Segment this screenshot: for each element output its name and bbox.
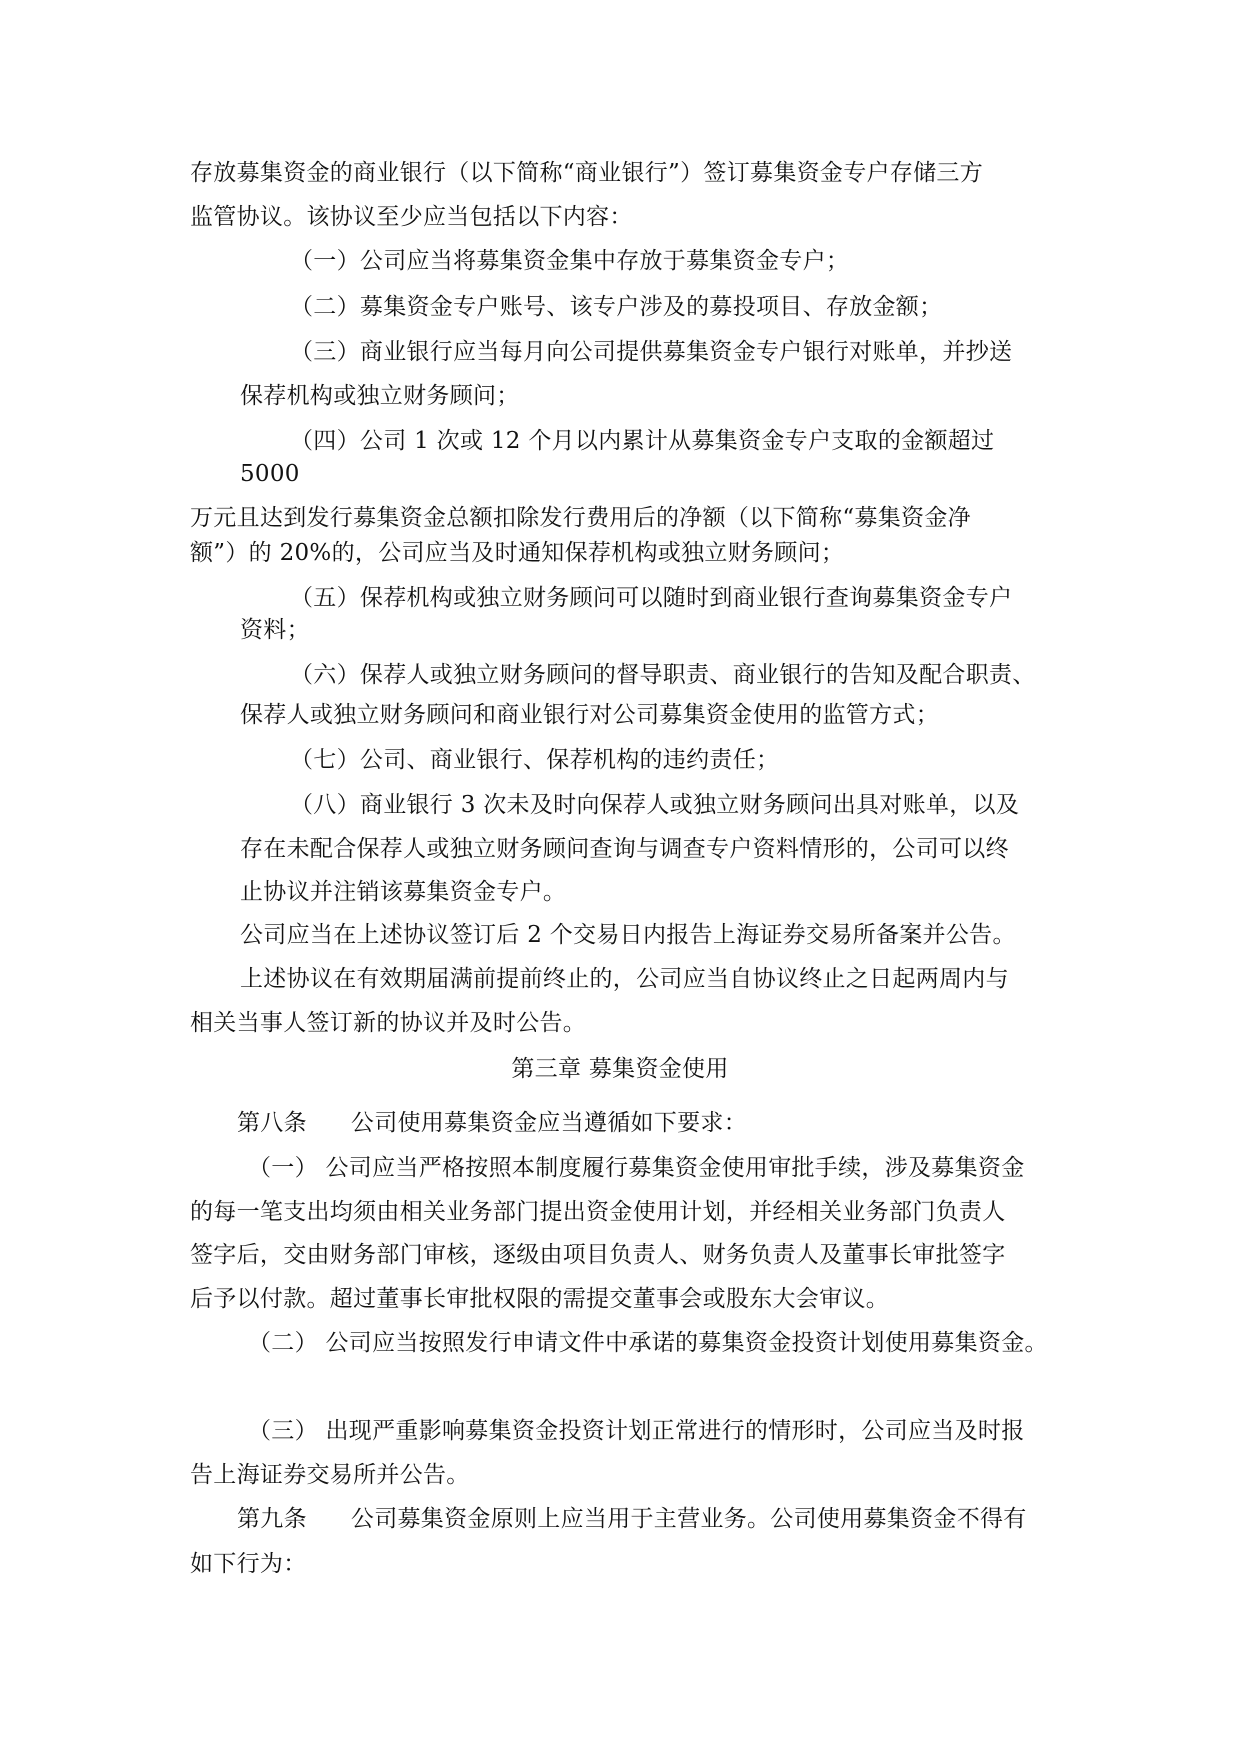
paragraph-line: 额”）的 20%的，公司应当及时通知保荐机构或独立财务顾问；: [190, 540, 845, 566]
list-item: （一）公司应当将募集资金集中存放于募集资金专户；: [290, 248, 850, 274]
chapter-title: 第三章 募集资金使用: [511, 1056, 729, 1082]
paragraph-line: 相关当事人签订新的协议并及时公告。: [190, 1010, 587, 1036]
list-item: （二） 公司应当按照发行申请文件中承诺的募集资金投资计划使用募集资金。: [248, 1330, 1048, 1356]
list-item-continuation: 保荐机构或独立财务顾问；: [240, 383, 520, 409]
article-number: 第八条: [237, 1110, 307, 1136]
article-number: 第九条: [237, 1506, 307, 1532]
paragraph-line: 监管协议。该协议至少应当包括以下内容：: [190, 204, 633, 230]
article-text: 公司使用募集资金应当遵循如下要求：: [350, 1110, 748, 1136]
list-item: （一） 公司应当严格按照本制度履行募集资金使用审批手续，涉及募集资金: [248, 1155, 1025, 1181]
list-item: （二）募集资金专户账号、该专户涉及的募投项目、存放金额；: [290, 294, 943, 320]
list-item-continuation: 止协议并注销该募集资金专户。: [240, 879, 567, 905]
paragraph-line: 签字后，交由财务部门审核，逐级由项目负责人、财务负责人及董事长审批签字: [190, 1242, 1006, 1268]
list-item-continuation: 5000: [240, 461, 300, 487]
list-item: （六）保荐人或独立财务顾问的督导职责、商业银行的告知及配合职责、: [290, 662, 1036, 688]
list-item: （三）商业银行应当每月向公司提供募集资金专户银行对账单，并抄送: [290, 339, 1013, 365]
list-item: （五）保荐机构或独立财务顾问可以随时到商业银行查询募集资金专户: [290, 585, 1013, 611]
paragraph-line: 后予以付款。超过董事长审批权限的需提交董事会或股东大会审议。: [190, 1286, 889, 1312]
paragraph-line: 如下行为：: [190, 1551, 307, 1577]
article-9: [237, 1504, 1027, 1534]
paragraph-line: 的每一笔支出均须由相关业务部门提出资金使用计划，并经相关业务部门负责人: [190, 1199, 1006, 1225]
paragraph-line: 上述协议在有效期届满前提前终止的，公司应当自协议终止之日起两周内与: [240, 966, 1009, 992]
paragraph-line: 万元且达到发行募集资金总额扣除发行费用后的净额（以下简称“募集资金净: [190, 505, 971, 531]
paragraph-line: 告上海证券交易所并公告。: [190, 1462, 470, 1488]
list-item: （七）公司、商业银行、保荐机构的违约责任；: [290, 747, 780, 773]
list-item: （八）商业银行 3 次未及时向保荐人或独立财务顾问出具对账单，以及: [290, 792, 1020, 818]
paragraph-line: 存放募集资金的商业银行（以下简称“商业银行”）签订募集资金专户存储三方: [190, 160, 984, 186]
list-item: （三） 出现严重影响募集资金投资计划正常进行的情形时，公司应当及时报: [248, 1418, 1025, 1444]
list-item-continuation: 存在未配合保荐人或独立财务顾问查询与调查专户资料情形的，公司可以终: [240, 836, 1009, 862]
list-item-continuation: 资料；: [240, 617, 310, 643]
paragraph-line: 公司应当在上述协议签订后 2 个交易日内报告上海证券交易所备案并公告。: [240, 922, 1016, 948]
article-text: 公司募集资金原则上应当用于主营业务。公司使用募集资金不得有: [350, 1506, 1027, 1532]
list-item: （四）公司 1 次或 12 个月以内累计从募集资金专户支取的金额超过: [290, 428, 995, 454]
article-8: [237, 1108, 747, 1138]
list-item-continuation: 保荐人或独立财务顾问和商业银行对公司募集资金使用的监管方式；: [240, 702, 939, 728]
